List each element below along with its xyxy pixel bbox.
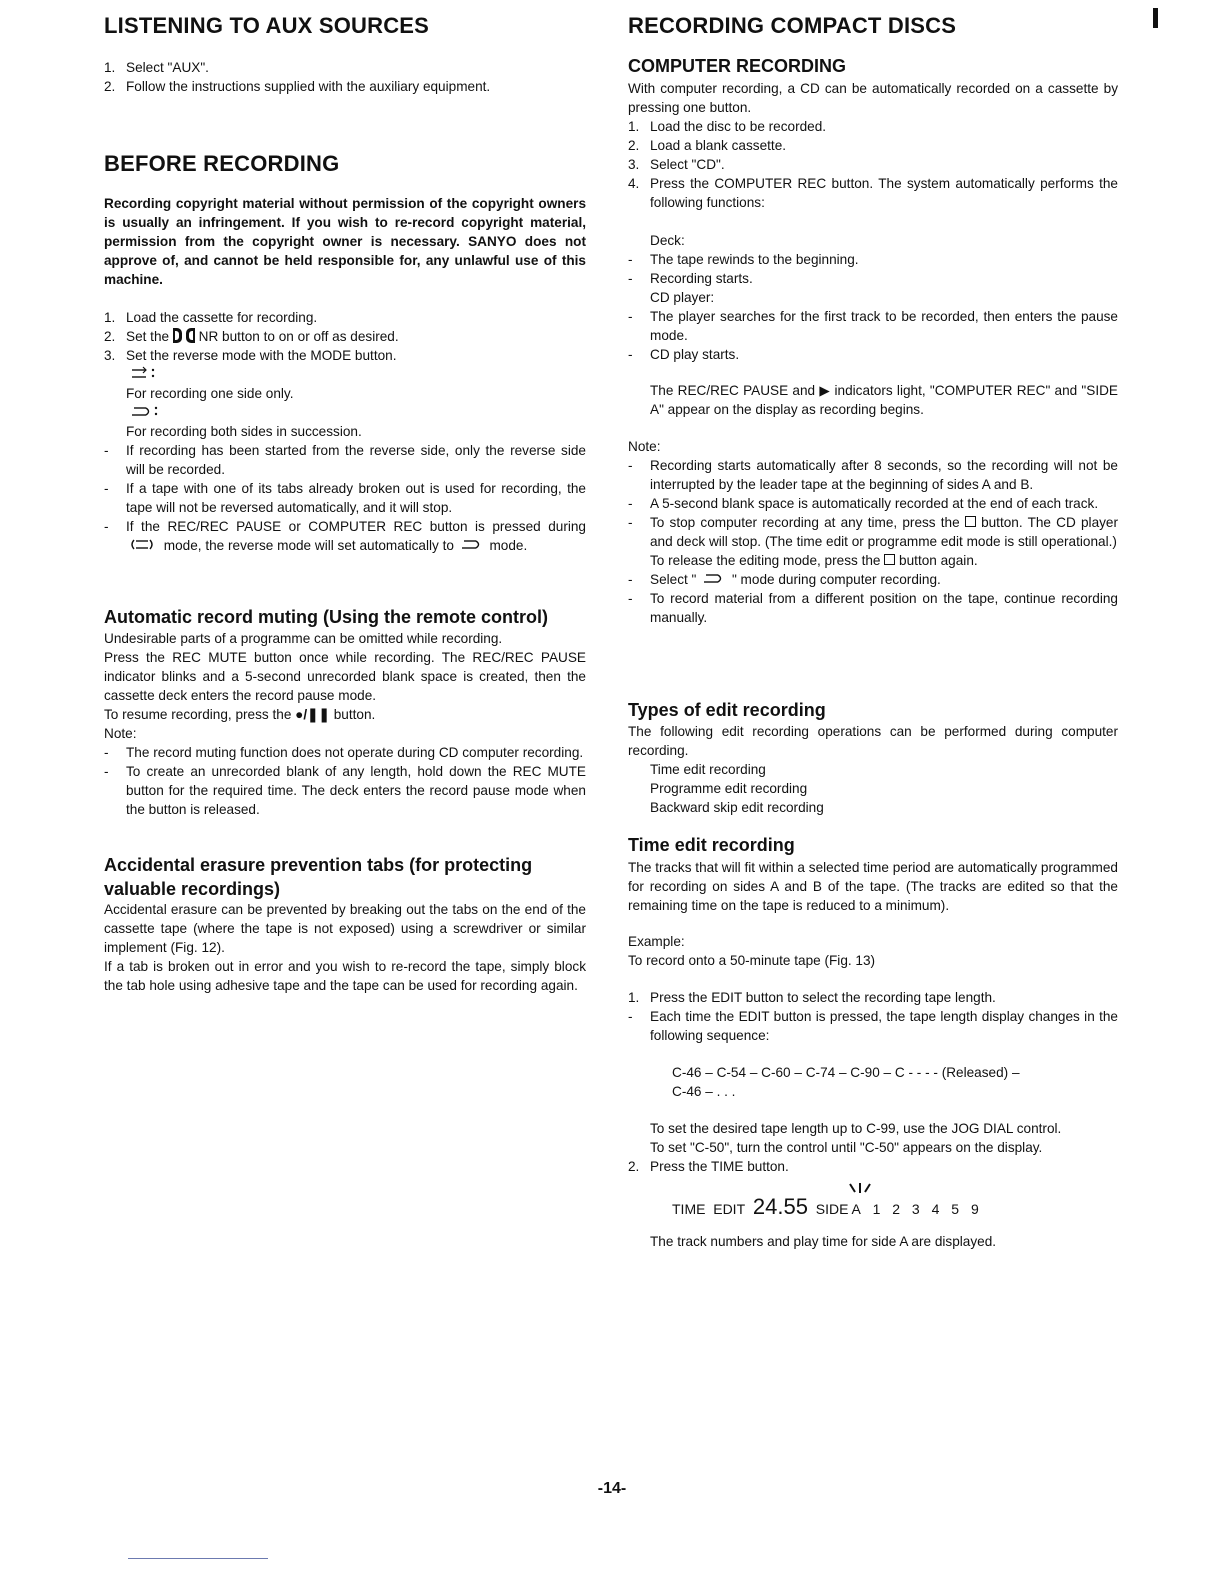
paragraph: To resume recording, press the ●/❚❚ button. <box>104 707 376 722</box>
paragraph: Accidental erasure can be prevented by breaking out the tabs on the end of the cassette tape (where the tape is not exposed) using a screwdriver or similar implement (Fig. 12). <box>104 902 586 955</box>
paragraph: To set "C-50", turn the control until "C-50" appears on the display. <box>650 1140 1043 1155</box>
jog-section <box>628 1119 1118 1157</box>
list-item: 1. Select "AUX". <box>104 60 209 75</box>
heading-before-recording: BEFORE RECORDING <box>104 151 340 176</box>
computer-notes-section <box>628 437 1118 627</box>
list-item: - If a tape with one of its tabs already broken out is used for recording, the tape will not be reversed automatically, and it will stop. <box>104 479 586 517</box>
computer-steps <box>628 117 1118 212</box>
computer-notes <box>628 456 1118 627</box>
display-edit-label: EDIT <box>713 1201 746 1217</box>
display-time-value: 24.55 <box>752 1194 808 1219</box>
stop-icon <box>965 516 976 527</box>
paragraph: Press the REC MUTE button once while recording. The REC/REC PAUSE indicator blinks and a 5-second unrecorded blank space is created, then the cassette deck enters the record pause mode. <box>104 650 586 703</box>
paragraph: The tracks that will fit within a selected time period are automatically programmed for recording on sides A and B of the tape. (The tracks are edited so that the remaining time on the tape is reduced to a minimum). <box>628 860 1118 913</box>
paragraph: Undesirable parts of a programme can be omitted while recording. <box>104 631 503 646</box>
list-item: 1. Load the cassette for recording. <box>104 310 318 325</box>
list-item: 2. Press the TIME button. <box>628 1159 789 1174</box>
one-way-mode-icon <box>126 365 156 381</box>
example-label: Example: <box>628 934 685 949</box>
deck-label: Deck: <box>650 233 685 248</box>
reverse-mode-line <box>104 403 586 422</box>
both-sides-text: For recording both sides in succession. <box>126 424 362 439</box>
heading-aux: LISTENING TO AUX SOURCES <box>104 13 430 38</box>
list-item: 1. Press the EDIT button to select the recording tape length. <box>628 990 996 1005</box>
tape-sequence <box>628 1063 1118 1101</box>
list-item: 2. Set the NR button to on or off as desired. <box>104 329 399 344</box>
paragraph: The following edit recording operations can be performed during computer recording. <box>628 724 1118 758</box>
list-item: 3. Select "CD". <box>628 157 725 172</box>
one-way-mode-line <box>104 365 586 384</box>
muting-section <box>104 629 586 819</box>
sequence-line: C-46 – C-54 – C-60 – C-74 – C-90 – C - - - - (Released) – <box>672 1065 1020 1080</box>
heading-erasure-tabs: Accidental erasure prevention tabs (for protecting valuable recordings) <box>104 855 533 899</box>
record-pause-icon: ●/❚❚ <box>295 707 330 722</box>
one-side-text: For recording one side only. <box>126 386 294 401</box>
time-edit-section <box>628 858 1118 915</box>
play-icon: ▶ <box>819 383 831 398</box>
list-item: - A 5-second blank space is automatically recorded at the end of each track. <box>628 494 1118 513</box>
list-item: - To record material from a different position on the tape, continue recording manually. <box>628 589 1118 627</box>
reverse-mode-icon <box>126 403 160 419</box>
list-item: 3. Set the reverse mode with the MODE button. <box>104 348 397 363</box>
list-item: 2. Load a blank cassette. <box>628 138 787 153</box>
deck-functions <box>628 250 1118 288</box>
example-text: To record onto a 50-minute tape (Fig. 13) <box>628 953 876 968</box>
paragraph: If a tab is broken out in error and you wish to re-record the tape, simply block the tab hole using adhesive tape and the tape can be used for recording again. <box>104 959 586 993</box>
functions-section <box>628 231 1118 364</box>
reverse-mode-icon <box>458 536 486 552</box>
display-time-label: TIME <box>672 1201 706 1217</box>
paragraph: To set the desired tape length up to C-99, use the JOG DIAL control. <box>650 1121 1062 1136</box>
footer-line <box>128 1558 268 1559</box>
heading-record-muting: Automatic record muting (Using the remote control) <box>104 607 549 627</box>
display-track-numbers: 1 2 3 4 5 9 <box>872 1201 983 1217</box>
before-notes <box>104 441 586 555</box>
list-item: - Each time the EDIT button is pressed, the tape length display changes in the following sequence: <box>628 1007 1118 1045</box>
copyright-warning: Recording copyright material without permission of the copyright owners is usually an infringement. If you wish to re-record copyright material, permission from the copyright owner is necessary. SANYO does not approve of, and cannot be held responsible for, any unlawful use of this machine. <box>104 196 586 287</box>
list-item: 4. Press the COMPUTER REC button. The system automatically performs the following functions: <box>628 176 1118 210</box>
dolby-nr-icon <box>173 328 195 343</box>
edit-sub-list <box>628 1007 1118 1045</box>
time-edit-steps <box>628 988 1118 1045</box>
heading-recording-cds: RECORDING COMPACT DISCS <box>628 13 957 38</box>
list-item: - Select " " mode during computer recording. <box>628 570 1118 589</box>
list-item: 1. Load the disc to be recorded. <box>628 119 827 134</box>
erasure-section <box>104 900 586 995</box>
paragraph: With computer recording, a CD can be automatically recorded on a cassette by pressing one button. <box>628 81 1118 115</box>
types-section <box>628 722 1118 817</box>
sequence-line: C-46 – . . . <box>672 1084 736 1099</box>
list-item: - The record muting function does not operate during CD computer recording. <box>104 743 586 762</box>
list-item: Backward skip edit recording <box>650 800 824 815</box>
note-label: Note: <box>104 726 137 741</box>
heading-time-edit: Time edit recording <box>628 835 795 855</box>
reverse-mode-icon <box>700 570 728 586</box>
indicators-paragraph: The REC/REC PAUSE and ▶ indicators light, "COMPUTER REC" and "SIDE A" appear on the display as recording begins. <box>650 383 1118 417</box>
cd-functions <box>628 307 1118 364</box>
heading-types-edit: Types of edit recording <box>628 700 826 720</box>
before-steps <box>104 308 586 555</box>
list-item: - CD play starts. <box>628 345 1118 364</box>
list-item: Time edit recording <box>650 762 766 777</box>
list-item: - To stop computer recording at any time, press the button. The CD player and deck will stop. (The time edit or programme edit mode is still operational.) To release the editing mode, press the button again. <box>628 513 1118 570</box>
display-side-label: SIDE A <box>815 1201 861 1217</box>
computer-recording-section <box>628 79 1118 212</box>
reverse-loop-icon <box>126 536 160 552</box>
list-item: 2. Follow the instructions supplied with the auxiliary equipment. <box>104 79 491 94</box>
list-item: - If recording has been started from the reverse side, only the reverse side will be recorded. <box>104 441 586 479</box>
list-item: - To create an unrecorded blank of any length, hold down the REC MUTE button for the required time. The deck enters the record pause mode when the button is released. <box>104 762 586 819</box>
page-number: -14- <box>597 1480 627 1497</box>
aux-steps <box>104 58 586 96</box>
list-item: - The tape rewinds to the beginning. <box>628 250 1118 269</box>
heading-computer-recording: COMPUTER RECORDING <box>628 56 847 76</box>
corner-mark <box>1153 8 1158 28</box>
list-item: Programme edit recording <box>650 781 808 796</box>
list-item: - Recording starts. <box>628 269 1118 288</box>
muting-notes <box>104 743 586 819</box>
result-text: The track numbers and play time for side A are displayed. <box>650 1234 997 1249</box>
list-item: - If the REC/REC PAUSE or COMPUTER REC button is pressed during mode, the reverse mode will set automatically to mode. <box>104 517 586 555</box>
example-section <box>628 932 1118 970</box>
stop-icon <box>884 554 895 565</box>
note-label: Note: <box>628 439 661 454</box>
list-item: - The player searches for the first track to be recorded, then enters the pause mode. <box>628 307 1118 345</box>
list-item: - Recording starts automatically after 8 seconds, so the recording will not be interrupted by the leader tape at the beginning of sides A and B. <box>628 456 1118 494</box>
cd-player-label: CD player: <box>650 290 715 305</box>
